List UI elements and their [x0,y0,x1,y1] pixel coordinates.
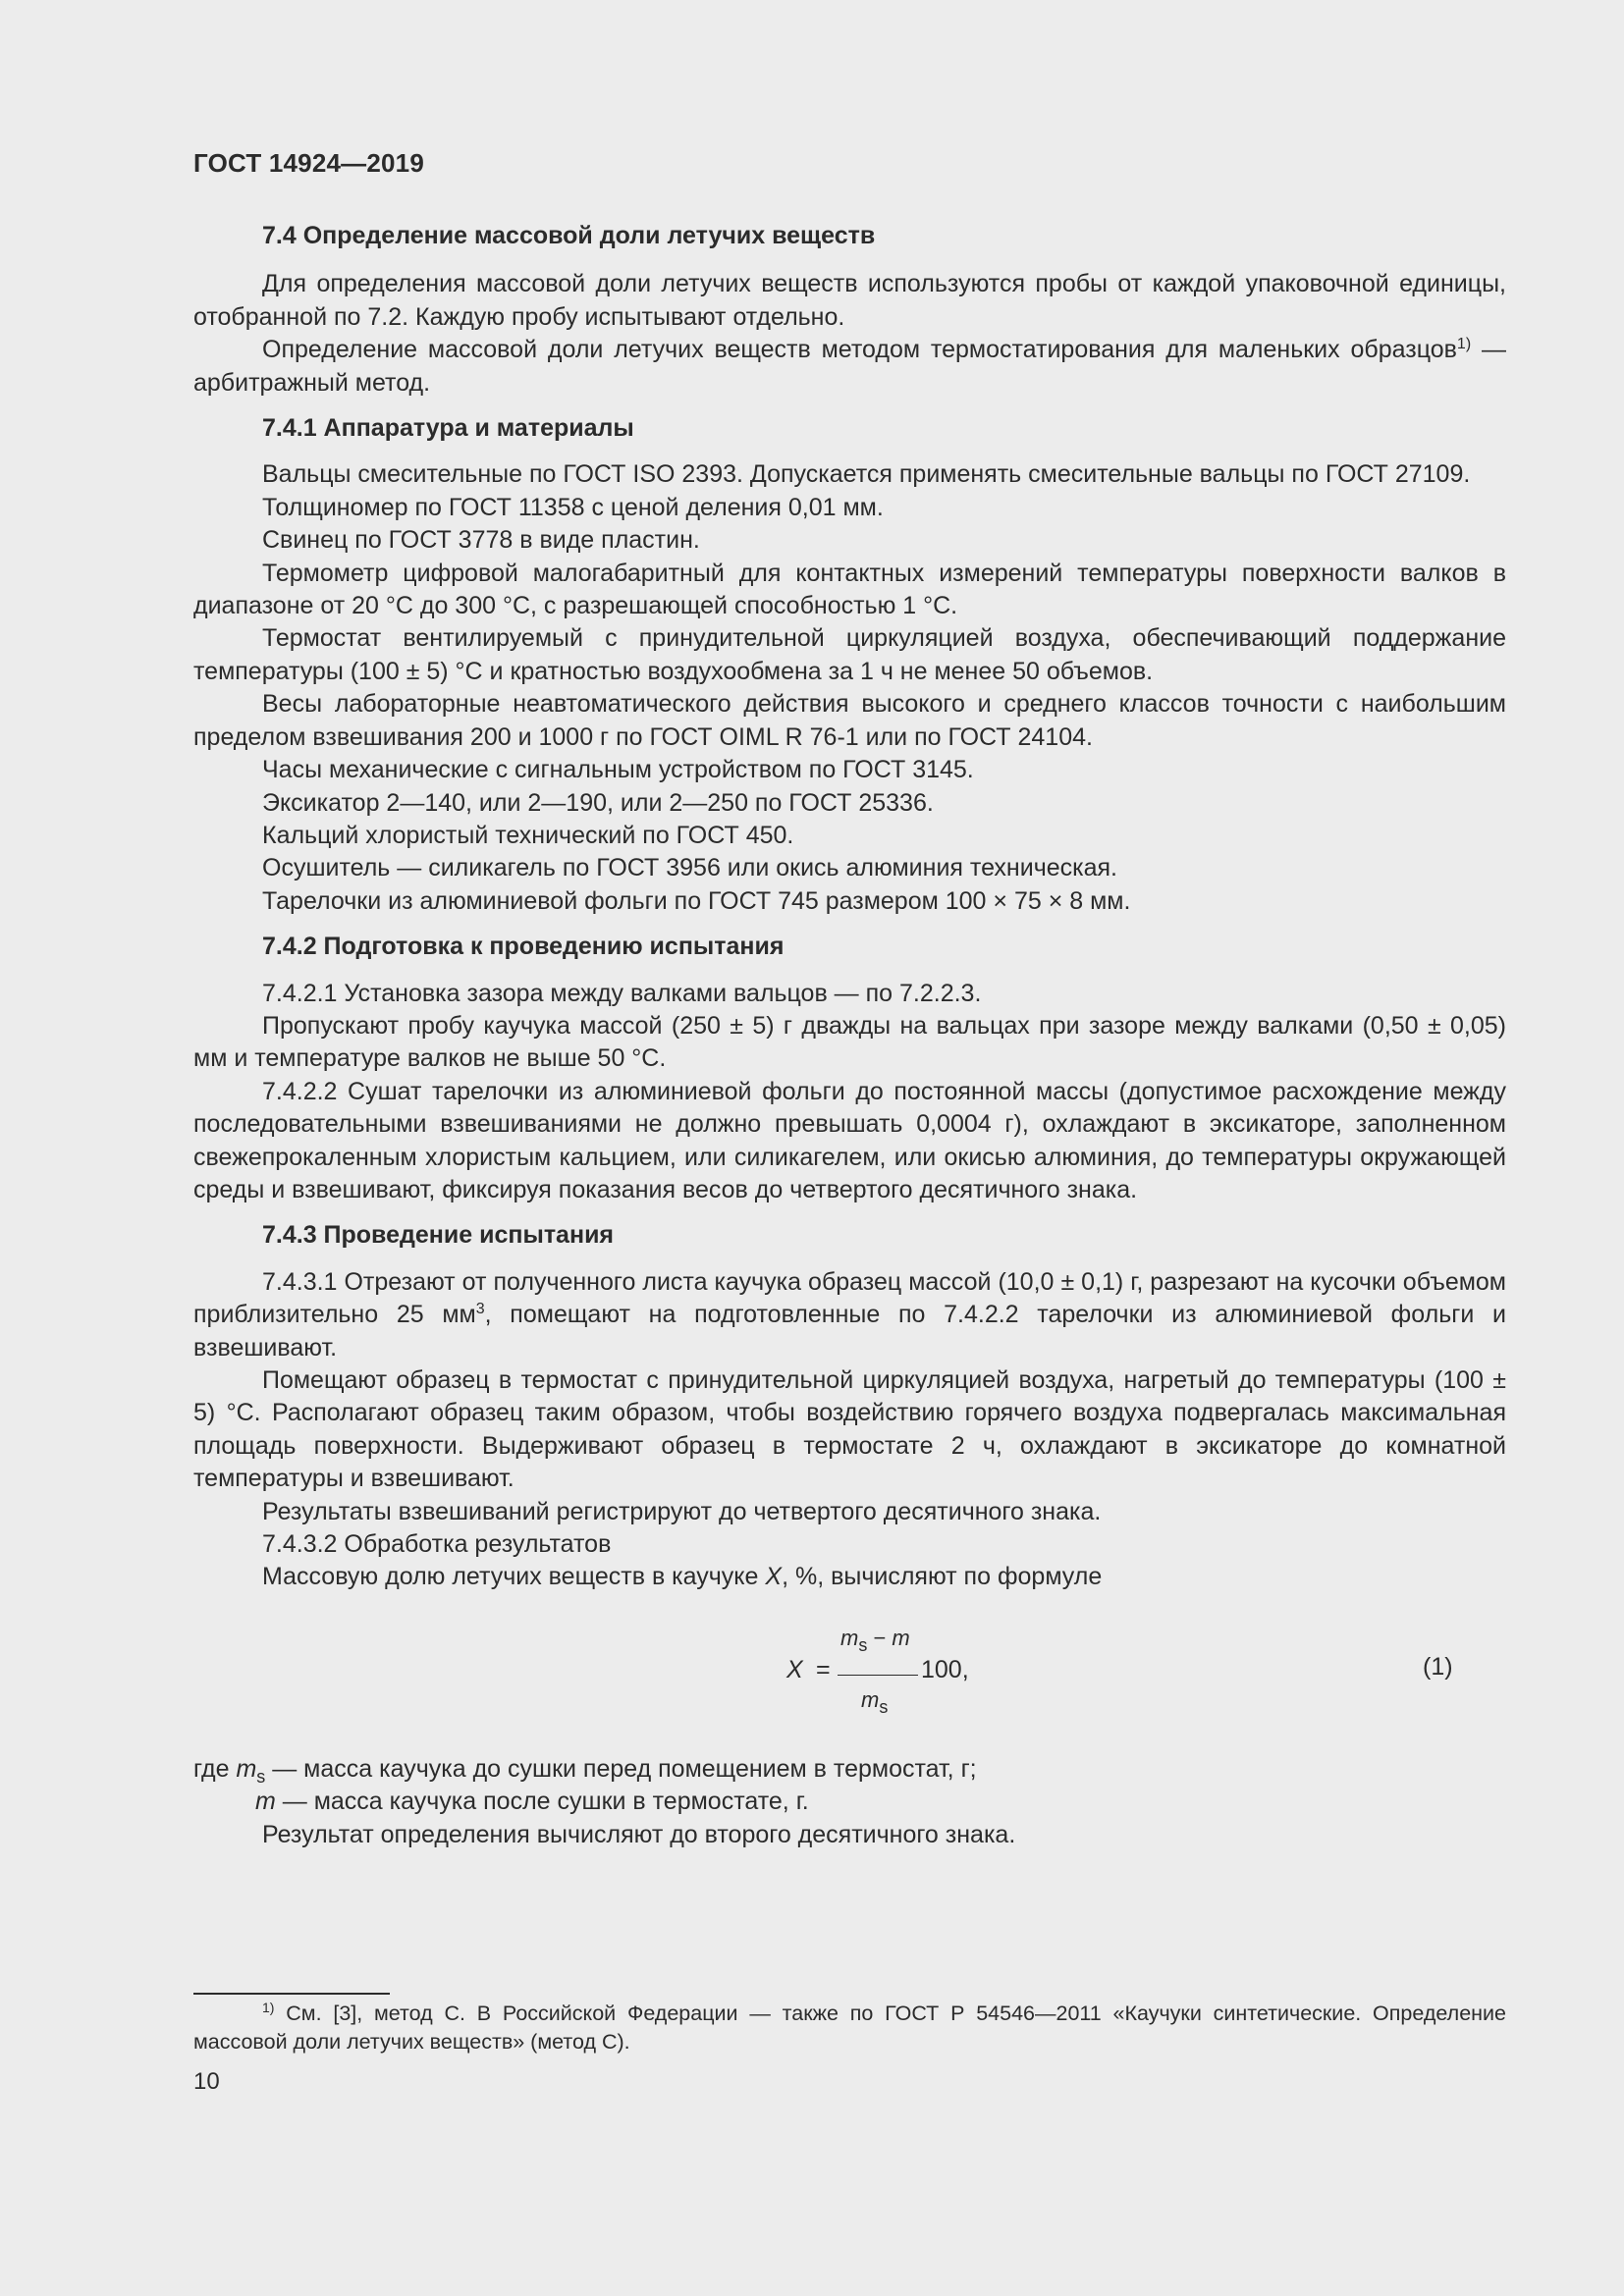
test-paragraph-1 [193,1266,1506,1364]
apparatus-item: Осушитель — силикагель по ГОСТ 3956 или окись алюминия техническая. [262,854,1117,882]
apparatus-item: Толщиномер по ГОСТ 11358 с ценой деления 0,01 мм. [262,493,884,521]
document-code-header: ГОСТ 14924—2019 [193,148,424,178]
test-p1-text-b: , помещают на подготовленные по 7.4.2.2 тарелочки из алюминиевой фольги и взвешивают. [193,1301,1506,1362]
test-paragraph-3: Результаты взвешиваний регистрируют до четвертого десятичного знака. [262,1497,1102,1525]
apparatus-item: Термостат вентилируемый с принудительной циркуляцией воздуха, обеспечивающий поддержание температуры (100 ± 5) °С и кратностью воздухообмена за 1 ч не менее 50 объемов. [193,624,1506,685]
formula-multiplier: 100, [921,1655,969,1683]
den-sub: s [879,1696,889,1717]
p2-text-a: Определение массовой доли летучих веществ методом термостатирования для маленьких образцов [262,336,1457,364]
apparatus-item: Весы лабораторные неавтоматического действия высокого и среднего классов точности с наибольшим пределом взвешивания 200 и 1000 г по ГОСТ OIML R 76-1 или по ГОСТ 24104. [193,690,1506,751]
test-p5-text-b: , %, вычисляют по формуле [782,1563,1103,1591]
apparatus-item: Тарелочки из алюминиевой фольги по ГОСТ 745 размером 100 × 75 × 8 мм. [262,886,1131,915]
test-p5-text-a: Массовую долю летучих веществ в каучуке [262,1563,766,1591]
formula-equals: = [816,1655,831,1683]
preparation-paragraph: 7.4.2.1 Установка зазора между валками вальцов — по 7.2.2.3. [262,979,982,1007]
section-7-4-paragraph-2 [193,334,1506,400]
den-m: m [861,1686,880,1712]
test-paragraph-2: Помещают образец в термостат с принудительной циркуляцией воздуха, нагретый до температуры (100 ± 5) °С. Располагают образец таким образом, чтобы воздействию горячего воздуха подвергалась максимальная площадь поверхности. Выдерживают образец в термостате 2 ч, охлаждают в эксикаторе до комнатной температуры и взвешивают. [193,1366,1506,1493]
where-var-m: m [255,1788,276,1816]
where-var-ms: m [236,1754,257,1783]
num-sub: s [858,1634,868,1655]
footnote-text: См. [3], метод С. В Российской Федерации — также по ГОСТ Р 54546—2011 «Каучуки синтетические. Определение массовой доли летучих веществ» (метод С). [193,2002,1506,2054]
num-m2: m [892,1625,910,1650]
test-p1-text-a: 7.4.3.1 Отрезают от полученного листа каучука образец массой (10,0 ± 0,1) г, разрезают на кусочки объемом приблизительно 25 мм [193,1267,1506,1329]
main-content [193,220,1506,1851]
where-sub-s: s [256,1766,266,1787]
formula-numerator [840,1622,910,1654]
formula-lhs: X [786,1655,803,1683]
fraction-bar [838,1675,918,1677]
footnote [193,2000,1506,2056]
apparatus-item: Часы механические с сигнальным устройством по ГОСТ 3145. [262,756,974,784]
section-7-4-1-title: 7.4.1 Аппаратура и материалы [262,414,634,443]
formula-denominator [861,1683,888,1716]
variable-x: X [765,1563,783,1591]
preparation-paragraph: 7.4.2.2 Сушат тарелочки из алюминиевой фольги до постоянной массы (допустимое расхождение между последовательными взвешиваниями не должно превышать 0,0004 г), охлаждают в эксикаторе, заполненном свежепрокаленным хлористым кальцием, или силикагелем, или окисью алюминия, до температуры окружающей среды и взвешивают, фиксируя показания весов до четвертого десятичного знака. [193,1077,1506,1203]
where-line-1 [193,1753,1506,1786]
result-paragraph: Результат определения вычисляют до второго десятичного знака. [262,1820,1016,1848]
section-7-4-2-title: 7.4.2 Подготовка к проведению испытания [262,933,785,961]
apparatus-item: Вальцы смесительные по ГОСТ ISO 2393. Допускается применять смесительные вальцы по ГОСТ 27109. [262,460,1471,489]
p2-text-b: — арбитражный метод. [193,336,1506,397]
preparation-paragraph: Пропускают пробу каучука массой (250 ± 5) г дважды на вальцах при зазоре между валками (0,50 ± 0,05) мм и температуре валков не выше 50 °С. [193,1011,1506,1073]
where-desc-2: — масса каучука после сушки в термостате, г. [275,1788,809,1816]
apparatus-item: Эксикатор 2—140, или 2—190, или 2—250 по ГОСТ 25336. [262,788,934,817]
apparatus-item: Кальций хлористый технический по ГОСТ 450. [262,821,794,849]
test-paragraph-5 [193,1561,1506,1593]
cube-superscript: 3 [475,1301,485,1318]
section-7-4-paragraph-1: Для определения массовой доли летучих веществ используются пробы от каждой упаковочной единицы, отобранной по 7.2. Каждую пробу испытывают отдельно. [193,270,1506,331]
apparatus-item: Термометр цифровой малогабаритный для контактных измерений температуры поверхности валков в диапазоне от 20 °С до 300 °С, с разрешающей способностью 1 °С. [193,559,1506,620]
footnote-ref-1: 1) [1456,336,1472,353]
formula-1 [193,1618,1506,1734]
where-desc-1: — масса каучука до сушки перед помещением в термостат, г; [265,1754,977,1783]
page-number: 10 [193,2068,220,2095]
footnote-marker: 1) [262,2000,275,2015]
footnote-divider [193,1993,390,1995]
section-7-4-title: 7.4 Определение массовой доли летучих веществ [262,222,876,249]
where-prefix: где [193,1754,237,1783]
apparatus-item: Свинец по ГОСТ 3778 в виде пластин. [262,526,700,555]
test-paragraph-4: 7.4.3.2 Обработка результатов [262,1530,612,1559]
where-line-2 [193,1786,1506,1818]
num-minus: − [867,1625,893,1650]
formula-number: (1) [1423,1652,1453,1681]
num-m: m [840,1625,859,1650]
section-7-4-3-title: 7.4.3 Проведение испытания [262,1221,615,1250]
